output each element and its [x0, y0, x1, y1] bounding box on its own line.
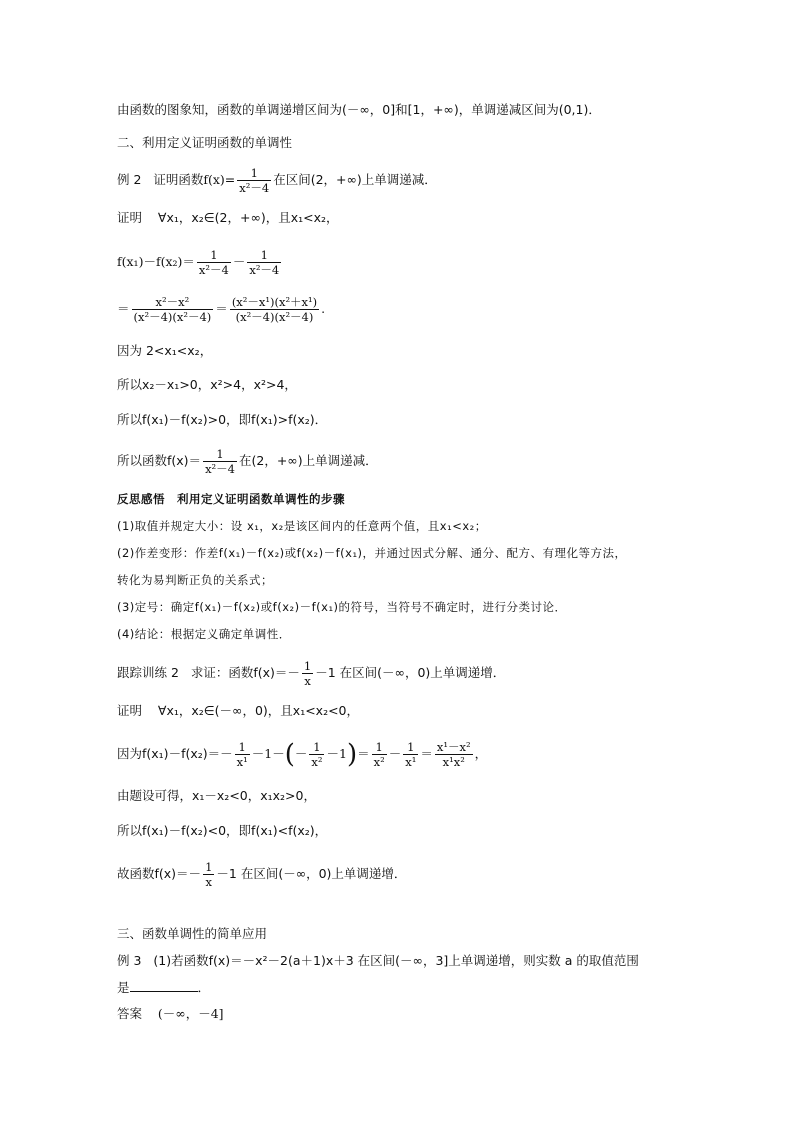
proof-3-conclusion-fraction: $\frac{1}{x}$ [205, 860, 213, 889]
proof-2-because: 因为 2<x₁<x₂， [117, 343, 213, 358]
proof-2-so-1: 所以x₂－x₁>0，x²>4，x²>4， [117, 377, 297, 392]
eq2-equals: ＝ [117, 301, 130, 316]
proof-3-given: 由题设可得，x₁－x₂<0，x₁x₂>0， [117, 788, 316, 803]
reflection-title: 反思感悟 利用定义证明函数单调性的步骤 [117, 492, 345, 506]
reflection-step-1: (1)取值并规定大小：设 x₁，x₂是该区间内的任意两个值，且x₁<x₂； [117, 519, 487, 533]
answer-line [117, 1004, 734, 1024]
eq1-lhs: f(x₁)－f(x₂)＝ [117, 254, 195, 269]
reflection-step-2b: 转化为易判断正负的关系式； [117, 573, 273, 587]
proof-2-conclusion-tail: 在(2，+∞)上单调递减． [238, 453, 378, 468]
proof-3-eq-end: ， [474, 746, 488, 761]
tracking-2-tail: －1 在区间(－∞，0)上单调递增． [315, 665, 506, 680]
proof-3-fraction-b: $\frac{1}{\text{x²}}$ [311, 740, 323, 769]
section-title-3: 三、函数单调性的简单应用 [117, 926, 268, 941]
example-2-lead: 证明函数 [153, 172, 204, 187]
answer-blank [130, 979, 198, 992]
section-title-2: 二、利用定义证明函数的单调性 [117, 135, 293, 150]
proof-2-setup [117, 208, 734, 228]
tracking-2-lead: 求证：函数f(x)＝－ [190, 665, 300, 680]
proof-3-fraction-a: $\frac{1}{\text{x¹}}$ [236, 740, 248, 769]
proof-3-setup [117, 701, 734, 721]
tracking-exercise-2 [117, 659, 734, 688]
reflection-step-3: (3)定号：确定f(x₁)－f(x₂)或f(x₂)－f(x₁)的符号，当符号不确定时，进行分类讨论． [117, 600, 567, 614]
proof-2-equation-2 [117, 295, 734, 324]
example-2-fraction: $\frac{1}{\text{x²－4}}$ [239, 166, 270, 195]
eq2-mid-equals: ＝ [215, 301, 228, 316]
proof-2-conclusion-lead: 所以函数f(x)＝ [117, 453, 202, 468]
proof-2-conclusion [117, 447, 734, 476]
answer-value: (－∞，－4] [157, 1006, 224, 1021]
tracking-2-label: 跟踪训练 2 [117, 665, 179, 680]
proof-3-fraction-e: $\frac{\text{x¹－x²}}{\text{x¹x²}}$ [436, 740, 471, 769]
answer-label: 答案 [117, 1006, 143, 1021]
example-3 [117, 951, 734, 971]
proof-3-equation [117, 740, 734, 769]
proof-3-paren-close: ) [346, 739, 358, 770]
proof-3-conclusion-lead: 故函数f(x)＝－ [117, 866, 202, 881]
proof-2-so-2: 所以f(x₁)－f(x₂)>0，即f(x₁)>f(x₂)． [117, 412, 328, 427]
example-2 [117, 166, 734, 195]
proof-3-fraction-c: $\frac{1}{\text{x²}}$ [373, 740, 385, 769]
proof-2-equation-1 [117, 248, 734, 277]
proof-2-setup-text: ∀x₁，x₂∈(2，+∞)，且x₁<x₂， [157, 210, 339, 225]
eq2-fraction-b: $\frac{\text{(x²－x¹)(x²＋x¹)}}{\text{(x²－4)(x²－4)}}$ [231, 295, 318, 324]
proof-3-eq-lead: 因为f(x₁)－f(x₂)＝－ [117, 746, 233, 761]
proof-3-fraction-d: $\frac{1}{\text{x¹}}$ [405, 740, 417, 769]
example-3-cont: 是 [117, 980, 130, 995]
proof-3-conclusion-tail: －1 在区间(－∞，0)上单调递增． [216, 866, 407, 881]
proof-3-inner-sign: － [294, 746, 308, 761]
eq2-fraction-a: $\frac{\text{x²－x²}}{\text{(x²－4)(x²－4)}}$ [133, 295, 212, 324]
proof-3-setup-text: ∀x₁，x₂∈(－∞，0)，且x₁<x₂<0， [157, 703, 360, 718]
proof-3-minus: － [388, 746, 402, 761]
example-2-fx: f(x)= [203, 172, 236, 187]
example-3-end: ． [197, 980, 211, 995]
proof-2-conclusion-fraction: $\frac{1}{\text{x²－4}}$ [205, 447, 235, 476]
proof-3-mid-1: －1－ [251, 746, 285, 761]
proof-2-head: 证明 [117, 210, 143, 225]
proof-3-head: 证明 [117, 703, 143, 718]
paragraph-conclusion: 由函数的图象知，函数的单调递增区间为(－∞，0]和[1，+∞)，单调递减区间为(0,1)． [117, 102, 601, 117]
eq1-minus: － [232, 254, 246, 269]
example-2-tail: 在区间(2，+∞)上单调递减． [273, 172, 437, 187]
proof-3-inner-tail: －1 [326, 746, 347, 761]
proof-3-equals-2: ＝ [420, 746, 433, 761]
proof-3-conclusion [117, 860, 734, 889]
reflection-step-2a: (2)作差变形：作差f(x₁)－f(x₂)或f(x₂)－f(x₁)，并通过因式分解、通分、配方、有理化等方法， [117, 546, 627, 560]
proof-3-so: 所以f(x₁)－f(x₂)<0，即f(x₁)<f(x₂)， [117, 823, 328, 838]
proof-3-equals-1: ＝ [357, 746, 370, 761]
eq1-fraction-a: $\frac{1}{\text{x²－4}}$ [198, 248, 229, 277]
example-3-text: (1)若函数f(x)＝－x²－2(a＋1)x＋3 在区间(－∞，3]上单调递增，则实数 a 的取值范围 [153, 953, 639, 968]
proof-3-paren-open: ( [284, 739, 295, 770]
example-3-label: 例 3 [117, 953, 142, 968]
example-2-label: 例 2 [117, 172, 142, 187]
reflection-step-4: (4)结论：根据定义确定单调性． [117, 627, 291, 641]
eq2-end: . [321, 301, 326, 316]
eq1-fraction-b: $\frac{1}{\text{x²－4}}$ [249, 248, 280, 277]
example-3-continuation [117, 978, 734, 998]
tracking-2-fraction: $\frac{1}{x}$ [303, 659, 312, 688]
